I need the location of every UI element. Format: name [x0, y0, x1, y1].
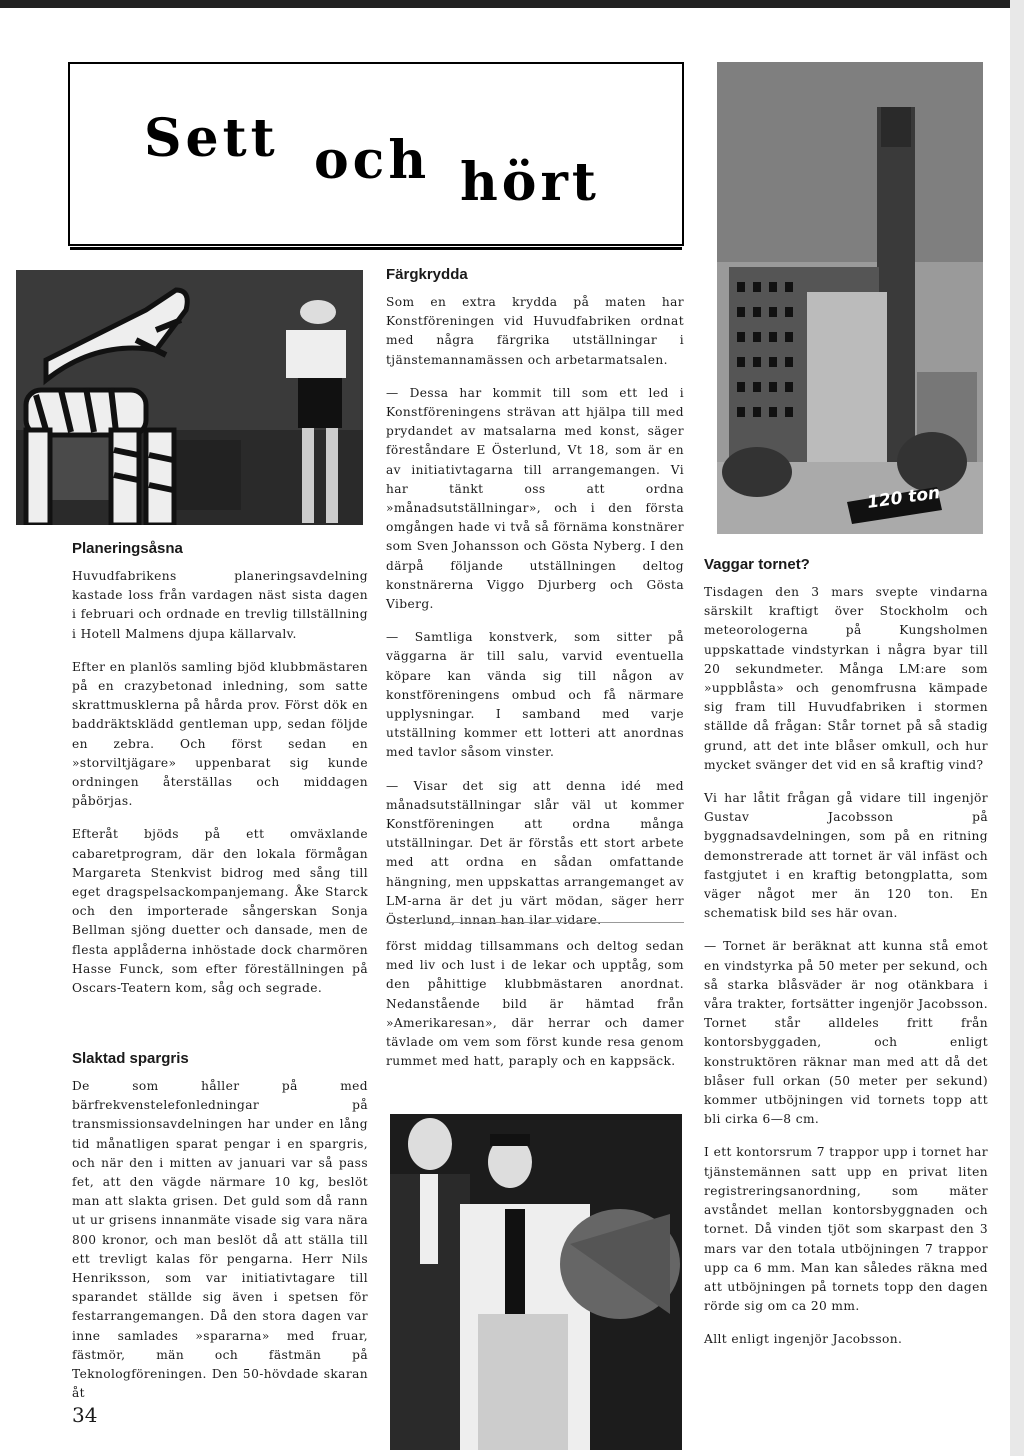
fargkrydda-paragraph-3: — Samtliga konstverk, som sitter på väggarna är till salu, varvid eventuella köpare kan vända sig till någon av konstföreningens ombud och få närmare upplysningar. I samband med varje utställning kommer ett lotteri att anordnas med tavlor såsom vinster. — [386, 630, 684, 760]
article-fargkrydda — [386, 266, 684, 944]
slaktad-paragraph: De som håller på med bärfrekvenstelefonledningar på transmissionsavdelningen har under en lång tid månatligen sparat pengar i en spargris, och när den i mitten av januari var så pass fet, att den vägde närmare 10 kg, beslöt man att slakta grisen. Det guld som då rann ut ur grisens innanmäte visade sig vara nära 800 kronor, och man beslöt då att ställa till ett trevligt kalas för pengarna. Herr Nils Henriksson, som var initiativtagare till sparandet ställde sig även i spetsen för festarrangemangen. Då den stora dagen var inne samlades »spararna» med fruar, fästmör, män och fästmän på Teknologföreningen. Den 50-hövdade skaran åt — [72, 1079, 368, 1401]
page-right-edge — [1010, 0, 1024, 1456]
article-slaktad-spargris — [72, 1050, 368, 1417]
heading-fargkrydda: Färgkrydda — [386, 266, 468, 283]
title-word-och: och — [314, 130, 431, 191]
slaktad-continuation — [386, 922, 684, 1085]
vaggar-paragraph-1: Tisdagen den 3 mars svepte vindarna särskilt kraftigt över Stockholm och meteorologerna på Kungsholmen uppskattade vindstyrkan i några byar till 20 sekundmeter. Många LM:are som »uppblåsta» och genomfrusna kämpade sig fram till Huvudfabriken i stormen ställde då frågan: Står tornet på så stadig grund, att det inte blåser omkull, och hur mycket svänger det vid en så kraftig vind? — [704, 585, 988, 772]
vaggar-paragraph-5: Allt enligt ingenjör Jacobsson. — [704, 1332, 903, 1347]
fargkrydda-paragraph-1: Som en extra krydda på maten har Konstföreningen vid Huvudfabriken ordnat med några färgrika utställningar i tjänstemannamässen och arbetarmatsalen. — [386, 295, 684, 367]
title-box — [68, 62, 684, 246]
title-word-sett: Sett — [144, 108, 279, 169]
slaktad-continuation-text: först middag tillsammans och deltog sedan med liv och lust i de lekar och upptåg, som den påhittige klubbmästaren anordnat. Nedanstående bild är hämtad från »Amerikaresan», där herrar och damer tävlade om vem som först kunde resa genom rummet med hatt, paraply och en kappsäck. — [386, 939, 684, 1069]
title-word-hort: hört — [460, 152, 600, 213]
heading-slaktad-spargris: Slaktad spargris — [72, 1050, 189, 1067]
fargkrydda-paragraph-4: — Visar det sig att denna idé med månadsutställningar slår väl ut kommer Konstföreningen att ordna många utställningar. Det är förstås ett stort arbete med att ordna en sådan omfattande hängning, men uppskattas arrangemanget av LM-arna är det ju värt mödan, säger herr Österlund, innan han ilar vidare. — [386, 778, 685, 928]
tower-photo — [717, 62, 983, 534]
auction-photo — [390, 1114, 682, 1450]
planering-paragraph-1: Huvudfabrikens planeringsavdelning kastade loss från vardagen näst sista dagen i februari och ordnade en trevlig tillställning i Hotell Malmens djupa källarvalv. — [72, 569, 368, 641]
fargkrydda-paragraph-2: — Dessa har kommit till som ett led i Konstföreningens strävan att hjälpa till med prydandet av matsalarna med konst, säger föreståndare E Österlund, Vt 18, som är en av initiativtagarna till arrangemangen. Vi har tänkt oss att ordna »månadsutställningar», och i den första omgången hade vi två så förnäma konstnärer som Sven Johansson och Gösta Nyberg. I den därpå följande utställningen deltog konstnärerna Viggo Djurberg och Gösta Viberg. — [386, 385, 684, 612]
article-planeringsasna — [72, 540, 368, 1012]
planering-paragraph-2: Efter en planlös samling bjöd klubbmästaren på en crazybetonad inledning, som satte skrattmusklerna på hårda prov. Först dök en baddräktsklädd gentleman upp, sedan följde en zebra. Och först sedan en »storviltjägare» uppenbarat sig kunde ordningen återställas och middagen påbörjas. — [72, 659, 368, 809]
heading-vaggar-tornet: Vaggar tornet? — [704, 556, 810, 573]
page-top-edge — [0, 0, 1024, 8]
planering-paragraph-3: Efteråt bjöds på ett omväxlande cabaretprogram, där den lokala förmågan Margareta Stenkvist bidrog med sång till eget dragspelsackompanjemang. Åke Starck och den importerade sångerskan Sonja Bellman sjöng duetter och dansade, men de flesta applåderna inhöstade dock charmören Hasse Funck, som efter föreställningen på Oscars-Teatern kom, såg och segrade. — [72, 827, 368, 996]
title-underline — [70, 247, 682, 250]
page-number: 34 — [72, 1403, 98, 1427]
tower-weight-label: 120 ton — [865, 482, 942, 514]
article-vaggar-tornet — [704, 556, 988, 1364]
vaggar-paragraph-2: Vi har låtit frågan gå vidare till ingenjör Gustav Jacobsson på byggnadsavdelningen, som på en ritning demonstrerade att tornet är väl infäst och fastgjutet i en kraftig betongplatta, som väger något mer än 120 ton. En schematisk bild ses här ovan. — [704, 791, 988, 921]
heading-planeringsasna: Planeringsåsna — [72, 540, 183, 557]
zebra-party-photo — [16, 270, 363, 525]
vaggar-paragraph-3: — Tornet är beräknat att kunna stå emot en vindstyrka på 50 meter per sekund, och så starka blåsväder är nog otänkbara i våra trakter, fortsätter ingenjör Jacobsson. Tornet står alldeles fritt från kontorsbyggaden, och enligt konstruktören räknar man med att då det blåser full orkan (50 meter per sekund) kommer utböjningen vid tornets topp att bli cirka 6—8 cm. — [704, 939, 988, 1127]
vaggar-paragraph-4: I ett kontorsrum 7 trappor upp i tornet har tjänstemännen satt upp en privat liten registreringsanordning, som mäter avståndet mellan kontorsbyggnaden och tornet. Då vinden tjöt som skarpast den 3 mars var den totala utböjningen 7 trappor upp ca 6 mm. Man kan således räkna med att utböjningen på tornets topp den dagen rörde sig om ca 20 mm. — [704, 1145, 988, 1314]
